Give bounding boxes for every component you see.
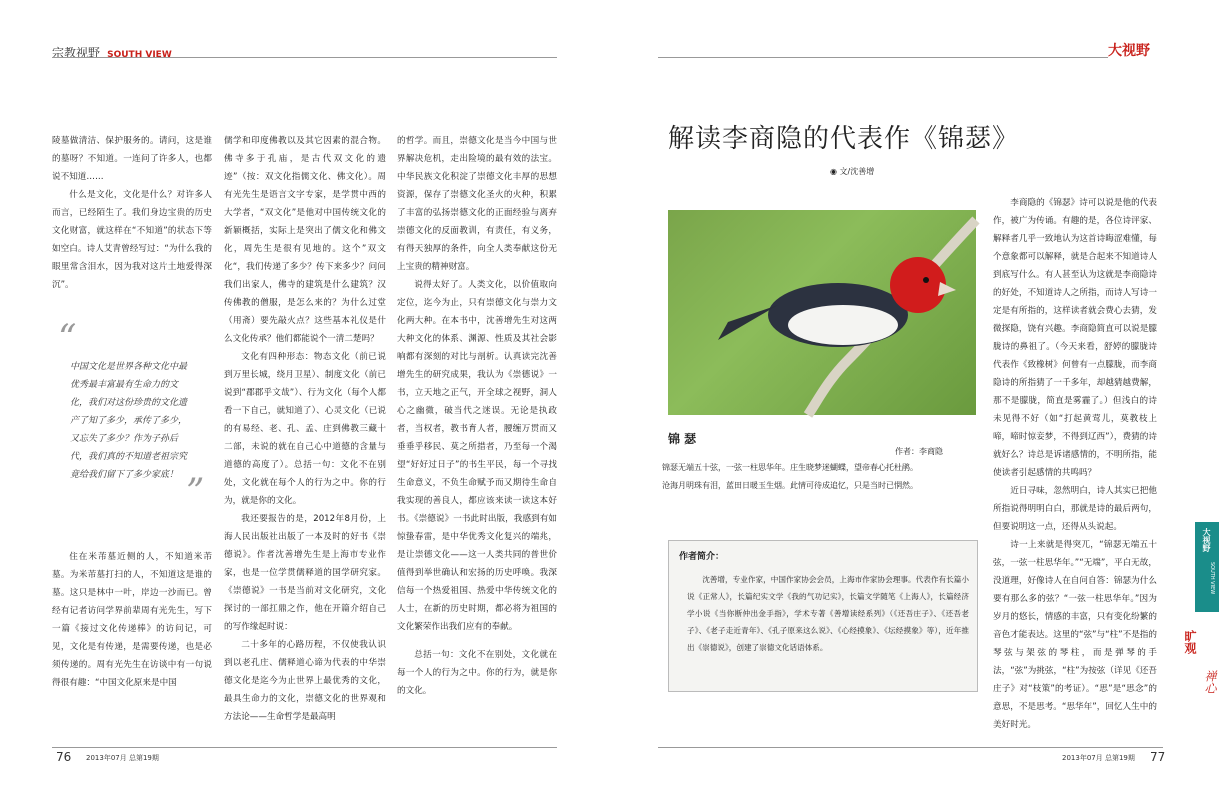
poem-author: 作者：李商隐 <box>895 447 943 456</box>
poem-title: 锦 瑟 <box>668 432 697 446</box>
left-header <box>52 42 172 58</box>
text-column-1 <box>52 132 212 327</box>
text-column-right <box>993 194 1157 730</box>
side-tab-en: SOUTH VIEW <box>1209 562 1215 595</box>
side-logo-text-2: 禅心 <box>1203 670 1217 694</box>
page-number: 76 <box>56 750 72 764</box>
cardinal-bird-icon <box>668 210 976 415</box>
header-rule <box>658 57 1108 58</box>
open-quote-icon: “ <box>58 318 77 359</box>
paragraph: 的哲学。而且，崇德文化是当今中国与世界解决危机，走出险境的最有效的法宝。中华民族文化积淀了崇德文化丰厚的思想资源，保存了崇德文化圣火的火种，积累了丰富的弘扬崇德文化的正面经验与离弃崇德文化的反面教训，有责任，有义务，有得天独厚的条件，向全人类奉献这份无上宝贵的精神财富。 <box>397 136 557 272</box>
text-column-1-bottom <box>52 548 212 708</box>
paragraph: 什么是文化，文化是什么？对许多人而言，已经陌生了。我们身边宝贵的历史文化财富，就这样在“不知道”的状态下等如空白。诗人艾青曾经写过：“为什么我的眼里常含泪水，因为我对这片土地爱得深沉”。 <box>52 190 212 290</box>
paragraph: 我还要报告的是，2012年8月份，上海人民出版社出版了一本及时的好书《崇德说》。作者沈善增先生是上海市专业作家，也是一位学贯儒释道的国学研究家。《崇德说》一书是当前对文化研究，文化探讨的一部扛鼎之作，他在开篇介绍自己的写作缘起时说： <box>224 514 386 632</box>
byline: ◉ 文/沈善增 <box>830 167 875 176</box>
footer-rule <box>52 747 557 748</box>
side-tab-label: 大视野 <box>1202 528 1211 552</box>
side-logo-text-1: 旷观 <box>1183 630 1197 654</box>
section-subtitle: SOUTH VIEW <box>107 50 172 60</box>
bullet-icon: ◉ <box>830 167 840 176</box>
issue-info: 2013年07月 总第19期 <box>1062 754 1135 762</box>
paragraph: 儒学和印度佛教以及其它因素的混合物。佛寺多于孔庙，是古代双文化的遗迹”（按：双文化指儒文化、佛文化）。周有光先生是语言文字专家，是学贯中西的大学者，“双文化”是他对中国传统文化的新颖概括，实际上是突出了儒文化和佛文化，周先生是很有见地的。这个”双文化“，我们传递了多少？传下来多少？问问我们出家人，佛寺的建筑是什么建筑？汉传佛教的僧服，是怎么来的？为什么过堂（用斋）要先敲火点？这些基本礼仪是什么文化传承？他们都能说个一清二楚吗？ <box>224 136 386 344</box>
text-column-2 <box>224 132 386 722</box>
right-page <box>610 0 1219 788</box>
pull-quote: 中国文化是世界各种文化中最优秀最丰富最有生命力的文化，我们对这份珍贵的文化遗产了知了多少，承传了多少，又忘失了多少？作为子孙后代，我们真的不知道老祖宗究竟给我们留下了多少家底！ <box>70 362 188 480</box>
bird-photo <box>668 210 976 415</box>
poem-line-2: 沧海月明珠有泪，蓝田日暖玉生烟。此情可待成追忆，只是当时已惘然。 <box>662 481 918 490</box>
paragraph: 诗一上来就是得突兀，“锦瑟无端五十弦，一弦一柱思华年。”“无端”，平白无故，没道理，好像诗人在自问自答：锦瑟为什么要有那么多的弦？“一弦一柱思华年。”因为岁月的悠长，情感的丰富，只有变化纷繁的音色才能表达。这里的“弦”与“柱”不是指的琴弦与架弦的琴柱，而是弹琴的手法，“弦”为挑弦，“柱”为按弦（详见《还吾庄子》对“枝策”的考证）。“思”是“思念”的意思，不是思考。“思华年”，回忆人生中的美好时光。 <box>993 540 1157 730</box>
text-column-3 <box>397 132 557 696</box>
footer-rule <box>658 747 1163 748</box>
bio-text: 沈善增，专业作家，中国作家协会会员，上海市作家协会理事。代表作有长篇小说《正常人》，长篇纪实文学《我的气功记实》，长篇文学随笔《上海人》，长篇经济学小说《当你断仲出金手指》，学术专著《善增读经系列》（《还吾庄子》、《还吾老子》、《老子走近青年》、《孔子原来这么说》、《心经摸象》、《坛经摸象》等），近年推出《崇德说》，创建了崇德文化话语体系。 <box>687 575 969 652</box>
poem-line-1: 锦瑟无端五十弦，一弦一柱思华年。庄生晓梦迷蝴蝶，望帝春心托杜鹃。 <box>662 463 918 472</box>
paragraph: 陵墓做清洁、保护服务的。请问，这是谁的墓呀？不知道。一连问了许多人，也都说不知道…… <box>52 136 212 182</box>
side-logo <box>1180 630 1220 720</box>
paragraph: 近日寻味，忽然明白，诗人其实已把他所指说得明明白白，那就是诗的最后两句，但要说明这一点，还得从头说起。 <box>993 486 1157 532</box>
side-tab <box>1195 522 1219 612</box>
section-title: 宗教视野 <box>52 46 101 60</box>
left-page <box>0 0 609 788</box>
right-header <box>1108 40 1150 60</box>
article-title: 解读李商隐的代表作《锦瑟》 <box>668 124 1020 154</box>
close-quote-icon: ” <box>186 472 205 513</box>
paragraph: 二十多年的心路历程，不仅使我认识到以老孔庄、儒释道心谛为代表的中华崇德文化是迄今为止世界上最优秀的文化，最具生命力的文化，崇德文化的世界观和方法论——生命哲学是最高明 <box>224 640 386 722</box>
header-rule <box>52 57 557 58</box>
bio-box <box>668 540 978 692</box>
paragraph: 李商隐的《锦瑟》诗可以说是他的代表作，被广为传诵。有趣的是，各位诗评家、解释者几乎一致地认为这首诗晦涩难懂，每个意象都可以解释，就是合起来不知道诗人到底写什么。有人甚至认为这就是李商隐诗的好处，不知道诗人之所指，而诗人写诗一定是有所指的，这样读者就会费心去猜，发微探隐，饶有兴趣。李商隐简直可以说是朦胧诗的鼻祖了。（今天来看，舒婷的朦胧诗代表作《致橡树》何曾有一点朦胧，而李商隐诗的所指猜了一千多年，却越猜越费解，那不是朦胧，简直是雾霾了。）但浅白的诗未见得不好（如“打起黄莺儿，莫教枝上啼，啼时惊妾梦，不得到辽西”），费猜的诗就好么？诗总是诉诸感情的，不明所指，能使读者引起感情的共鸣吗？ <box>993 198 1157 478</box>
page-number: 77 <box>1150 750 1166 764</box>
paragraph: 住在米芾墓近侧的人，不知道米芾墓。为米芾墓打扫的人，不知道这是谁的墓。这只是林中一叶，岸边一沙而已。曾经有记者访问学界前辈周有光先生，写下一篇《接过文化传递棒》的访问记，可见，文化是有传递，是需要传递，也是必须传递的。周有光先生在访谈中有一句说得很有趣：“中国文化原来是中国 <box>52 552 212 688</box>
paragraph: 文化有四种形态：物态文化（前已说到万里长城，绕月卫星）、制度文化（前已说到“郡郡乎文哉”）、行为文化（每个人都看一下自己，就知道了）、心灵文化（已说的有易经、老、孔、孟、庄到佛教三藏十二部，未说的就在自己心中道德的含量与道德的高度了）。总括一句：文化不在别处，文化就在每个人的行为之中。你的行为，就是你的文化。 <box>224 352 386 506</box>
bio-heading: 作者简介： <box>679 552 725 562</box>
paragraph: 说得太好了。人类文化，以价值取向定位，迄今为止，只有崇德文化与崇力文化两大种。在本书中，沈善增先生对这两大种文化的体系、渊源、性质及其社会影响都有深刻的对比与剖析。认真读完沈善增先生的研究成果，我认为《崇德说》一书，立天地之正气，开全球之视野，洞人心之幽微，破当代之迷误。无论是执政者，当权者，教书育人者，腰缠万贯而又垂垂乎移民、莫之所措者，乃至每一个渴望“好好过日子”的书生平民，每一个寻找生命意义，不负生命赋予而又期待生命自我实现的善良人，都应该来读一读这本好书。《崇德说》一书此时出版，我感到有如惊蛰春雷，是中华优秀文化复兴的端兆，是让崇德文化——这一人类共同的普世价值得到举世确认和宏扬的历史呼唤。我深信每一个热爱祖国、热爱中华传统文化的人士，在新的历史时期，都必将为祖国的文化繁荣作出我们应有的奉献。 <box>397 280 557 632</box>
section-title: 大视野 <box>1108 43 1150 59</box>
issue-info: 2013年07月 总第19期 <box>86 754 159 762</box>
paragraph: 总括一句：文化不在别处，文化就在每一个人的行为之中。你的行为，就是你的文化。 <box>397 650 557 696</box>
